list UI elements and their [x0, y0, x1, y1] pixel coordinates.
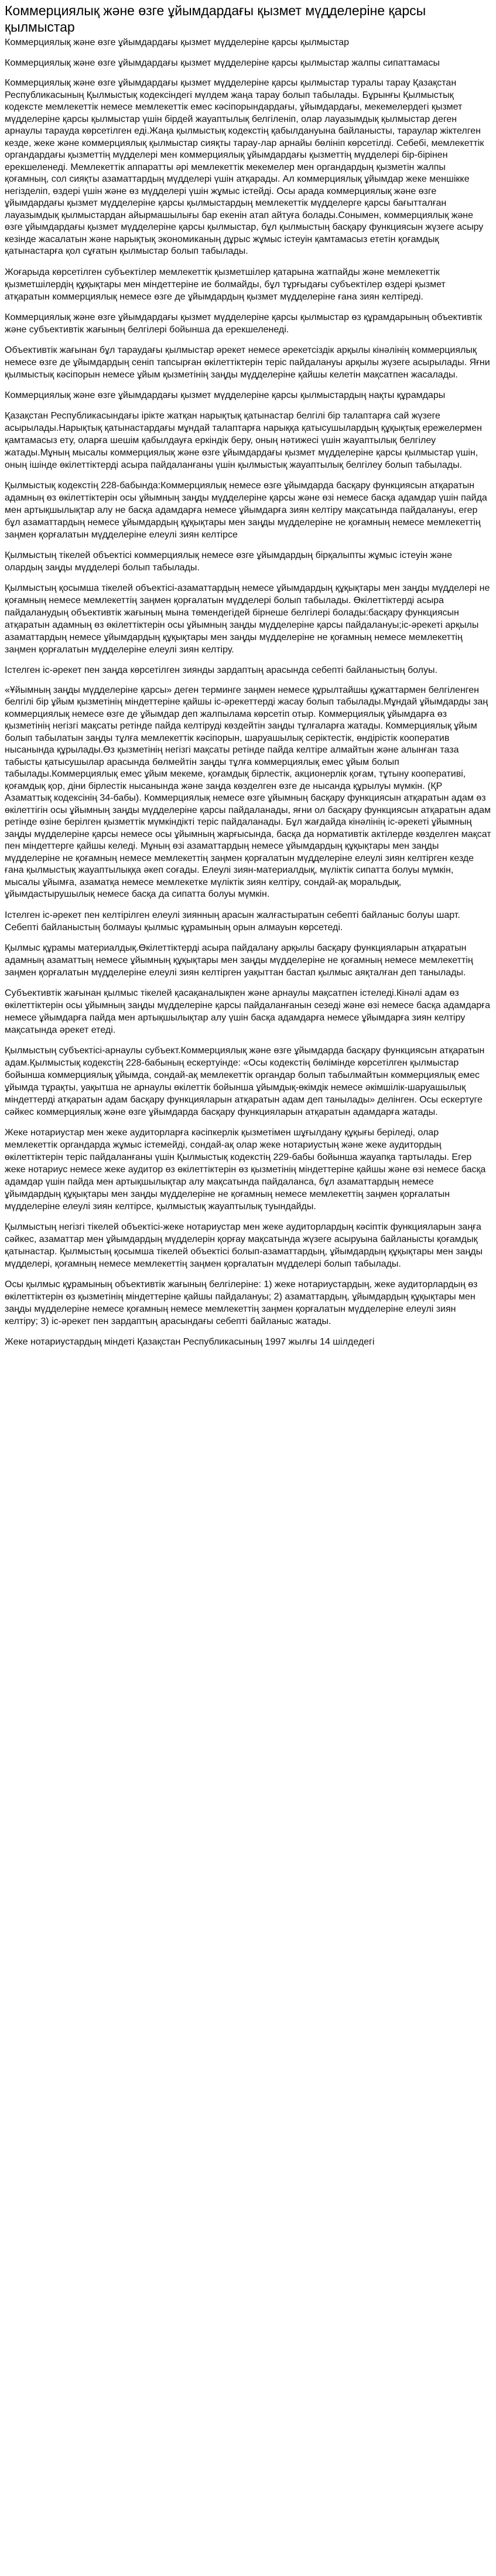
paragraph-17: Қылмыстың субъектісі-арнаулы субъект.Коммерциялық және өзге ұйымдарда басқару функциясын атқаратын адам.Қылмыстық кодекстің 228-бабының ескертуінде: «Осы кодекстің бөлімінде көрсетілген қылмыстар бойынша коммерциялық ұйымда, сондай-ақ мемлекеттік органдар болып табылмайтын коммерциялық емес ұйымда тұрақты, уақытша не арнаулы өкілеттік бойынша ұйымдық-өкімдік немесе әкімшілік-шаруашылық міндеттерді атқаратын адам басқару функцияларын атқаратын адам деп танылады» делінген. Осы ескертуге сәйкес коммерциялық және өзге ұйымдарда басқару функцияларын атқаратын адамдарға жатады.: [5, 1045, 485, 1117]
paragraph-11: Қылмыстың қосымша тікелей объектісі-азаматтардың немесе ұйымдардың құқықтары мен заңды мүдделері не қоғамның немесе мемлекеттің заңмен қорғалатын мүдделері болып табылады. Өкілеттіктерді асыра пайдаланудың объективтік жағының мына төмендегідей бірнеше белгілері болады:басқару функциясын атқаратын адамның өз өкілеттіктерін осы ұйымның заңды мүдделеріне қарсы пайдалануы;іс-әрекеті арқылы азаматтардың немесе ұйымдардың құқықтары мен заңды мүдделеріне не қоғамның немесе мемлекеттің заңмен қорғалатын мүдделеріне елеулі зиян келтіру.: [5, 583, 490, 655]
document-title: Коммерциялық және өзге ұйымдардағы қызмет мүдделеріне қарсы қылмыстар: [5, 3, 426, 35]
paragraph-6: Объективтік жағынан бұл тараудағы қылмыстар әрекет немесе әрекетсіздік арқылы кінәлінің коммерциялық немесе өзге де ұйымдардың сеніп тапсырған өкілеттіктерін теріс пайдалануы арқылы жүзеге асырылады. Яғни қылмыстық кәсіпорын немесе ұйым қызметінің заңды мүдделеріне қайшы келетін мақсатпен жасалады.: [5, 345, 490, 380]
paragraph-19: Қылмыстың негізгі тікелей объектісі-жеке нотариустар мен жеке аудиторлардың кәсіптік функцияларын заңға сәйкес, азаматтар мен ұйымдардың мүдделерін қорғау мақсатында жүзеге асыруына байланысты қоғамдық қатынастар. Қылмыстың қосымша тікелей объектісі болып-азаматтардың, ұйымдардың құқықтары мен заңды мүдделері, қоғамның немесе мемлекеттің заңмен қорғалатын мүдделері болып табылады.: [5, 1221, 483, 1269]
paragraph-2: Коммерциялық және өзге ұйымдардағы қызмет мүдделеріне қарсы қылмыстар жалпы сипаттамасы: [5, 58, 440, 68]
paragraph-7: Коммерциялық және өзге ұйымдардағы қызмет мүдделеріне қарсы қылмыстардың нақты құрамдары: [5, 390, 446, 400]
paragraph-16: Субъективтік жағынан қылмыс тікелей қасақаналықпен және арнаулы мақсатпен істеледі.Кінәлі адам өз өкілеттіктерін осы ұйымның заңды мүдделеріне қарсы пайдаланғанын сезеді және өзі немесе басқа адамдарға немесе ұйымдарға пайда мен артықшылықтар алу үшін басқа адамдарға немесе ұйымдарға зиян келтіру мақсатында әрекет етеді.: [5, 988, 490, 1035]
paragraph-15: Қылмыс құрамы материалдық.Өкілеттіктерді асыра пайдалану арқылы басқару функцияларын атқаратын адамның азаматтың немесе ұйымның құқықтары мен заңды мүдделеріне не қоғамның немесе мемлекеттің заңмен қорғалатын мүдделеріне елеулі зиян келтірген уақыттан бастап қылмыс аяқталған деп танылады.: [5, 942, 473, 978]
paragraph-10: Қылмыстың тікелей объектісі коммерциялық немесе өзге ұйымдардың бірқалыпты жұмыс істеуін және олардың заңды мүдделері болып табылады.: [5, 550, 453, 573]
paragraph-5: Коммерциялық және өзге ұйымдардағы қызмет мүдделеріне қарсы қылмыстар өз құрамдарының объективтік және субъективтік жағының белгілері бойынша да ерекшеленеді.: [5, 312, 483, 335]
paragraph-3: Коммерциялық және өзге ұйымдардағы қызмет мүдделеріне қарсы қылмыстар туралы тарау Қазақстан Республикасының Қылмыстық кодексіндегі мүлдем жаңа тарау болып табылады. Бұрынғы Қылмыстық кодексте мемлекеттік немесе мемлекеттік емес кәсіпорындардағы, ұйымдардағы, мекемелердегі қызмет мүдделеріне қарсы қылмыстар үшін бірдей жауаптылық белгіленіп, олар лауазымдық қылмыстар деген арнаулы тарауда көрсетілген еді.Жаңа қылмыстық кодекстің қабылдануына байланысты, тараулар жіктелген кезде, жеке және коммерциялық қылмыстар сияқты тарау-лар арнайы бөлініп көрсетілді. Себебі, мемлекеттік органдардағы қызметтің мүдделері мен коммерциялық ұйымдардағы қызметтің мүдделері бір-бірінен ерекшеленеді. Мемлекеттік аппаратты әрі мемлекеттік мекемелер мен органдардың қызметін жалпы қоғамның, сол сияқты азаматтардың мүдделері үшін атқарады. Ал коммерциялық ұйымдар жеке меншікке негізделіп, өздері үшін және өз мүдделері үшін жұмыс істейді. Осы арада коммерциялық және өзге ұйымдардағы қызмет мүдделеріне қарсы қылмыстардың мемлекеттік мүдделерге қарсы бағытталған лауазымдық қылмыстардан айырмашылығы бар екенін атап айтуға болады.Сонымен, коммерциялық және өзге ұйымдардағы қызмет мүдделеріне қарсы қылмыстар, бұл қылмыстың басқару функциясын жүзеге асыру кезінде жасалатын және нарықтық экономиканың дұрыс жұмыс істеуін қамтамасыз ететін қоғамдық қатынастарға қол сұғатын қылмыстар болып табылады.: [5, 78, 484, 256]
paragraph-18: Жеке нотариустар мен жеке аудиторларға кәсіпкерлік қызметімен шұғылдану құқығы беріледі, олар мемлекеттік органдарда жұмыс істемейді, сондай-ақ олар жеке нотариустың және жеке аудитордың өкілеттіктерін теріс пайдаланғаны үшін Қылмыстық кодекстің 229-бабы бойынша жауапқа тартылады. Егер жеке нотариус немесе жеке аудитор өз өкілеттіктерін өз қызметінің міндеттеріне қайшы және өзі немесе басқа адамдар үшін пайда мен артықшылықтар алу мақсатында пайдаланса, бұл азаматтардың немесе ұйымдардың құқықтары мен заңды мүдделеріне не қоғамның немесе мемлекеттің заңмен қорғалатын мүдделеріне елеулі зиян келтірсе, қылмыстық жауаптылық туындайды.: [5, 1127, 486, 1212]
paragraph-1: Коммерциялық және өзге ұйымдардағы қызмет мүдделеріне қарсы қылмыстар: [5, 38, 350, 47]
paragraph-14: Істелген іс-әрекет пен келтірілген елеулі зиянның арасын жалғастыратын себепті байланыс болуы шарт. Себепті байланыстың болмауы қылмыс құрамының орын алмауын көрсетеді.: [5, 910, 460, 933]
paragraph-21: Жеке нотариустардың міндеті Қазақстан Республикасының 1997 жылғы 14 шілдедегі: [5, 1336, 375, 1347]
paragraph-4: Жоғарыда көрсетілген субъектілер мемлекеттік қызметшілер қатарына жатпайды және мемлекеттік қызметшілердің құқықтары мен міндеттеріне ие болмайды, бұл тұрғыдағы субъектілер өздері қызмет атқаратын коммерциялық немесе өзге де ұйымдардың қызмет мүдделеріне ғана зиян келтіреді.: [5, 267, 446, 302]
paragraph-12: Істелген іс-әрекет пен заңда көрсетілген зиянды зардаптың арасында себепті байланыстың болуы.: [5, 665, 437, 675]
paragraph-13: «Ұйымның заңды мүдделеріне қарсы» деген терминге заңмен немесе құрылтайшы құжаттармен белгіленген белгілі бір ұйым қызметінің міндеттеріне қайшы іс-әрекеттерді жасау болып табылады.Мұндай ұйымдарды заң коммерциялық немесе өзге де ұйымдар деп жалпылама көрсетіп отыр. Коммерциялық ұйымдарға өз қызметінің негізгі мақсаты ретінде пайда келтіруді көздейтін заңды тұлғаларға жатады. Коммерциялық ұйым болып табылатын заңды тұлға мемлекеттік кәсіпорын, шаруашылық серіктестік, өндірістік кооператив нысанында құрылады.Өз қызметінің негізгі мақсаты ретінде пайда келтіре алмайтын және алынған таза табысты қатысушылар арасында бөлмейтін заңды тұлға коммерциялық емес ұйым болып табылады.Коммерциялық емес ұйым мекеме, қоғамдық бірлестік, акционерлік қоғам, тұтыну кооперативі, қоғамдық қор, діни бірлестік нысанында және заңда көзделген өзге де нысанда құрылуы мүмкін. (ҚР Азаматтық кодексінің 34-бабы). Коммерциялық немесе өзге ұйымның басқару функциясын атқаратын адам өз өкілеттігін осы ұйымның заңды мүдделеріне қарсы пайдаланады, яғни ол басқару функциясын атқаратын адам ретінде өзіне берілген қызметтік мүмкіндікті теріс пайдаланады. Бұл жағдайда кінәлінің іс-әрекеті ұйымның заңды мүдделеріне қарсы немесе осы ұйымның жарғысында, басқа да нормативтік актілерде көзделген мақсат пен міндеттерге қайшы келеді. Мұның өзі азаматтардың немесе ұйымдардың құқықтары мен заңды мүдделеріне не қоғамның немесе мемлекеттің заңмен қорғалатын мүдделеріне елеулі зиян келтірген кезде ғана қылмыстық жауаптылыққа әкеп соғады. Елеулі зиян-материалдық, мүліктік сипатта болуы мүмкін, мысалы ұйымға, азаматқа немесе мемлекетке мүліктік зиян келтіру, сондай-ақ моральдық, ұйымдастырушылық немесе басқа да сипатта болуы мүмкін.: [5, 685, 491, 899]
paragraph-20: Осы қылмыс құрамының объективтік жағының белгілеріне: 1) жеке нотариустардың, жеке аудиторлардың өз өкілеттіктерін өз қызметінің міндеттеріне қайшы пайдалануы; 2) азаматтардың, ұйымдардың құқықтары мен заңды мүдделеріне немесе қоғамның немесе мемлекеттің заңмен қорғалатын мүдделеріне елеулі зиян келтіру; 3) іс-әрекет пен зардаптың арасындағы себепті байланыс жатады.: [5, 1279, 478, 1326]
paragraph-8: Қазақстан Республикасындағы ірікте жатқан нарықтық қатынастар белгілі бір талаптарға сай жүзеге асырылады.Нарықтық қатынастардағы мұндай талаптарға нарыққа қатысушылардың құқықтық ережелермен қамтамасыз ету, оларға шешім қабылдауға еркіндік беру, оның нәтижесі үшін жауаптылық белгілеу жатады.Мұның мысалы коммерциялық және өзге ұйымдардағы қызмет мүдделеріне қарсы қылмыстар үшін, оның ішінде өкілеттіктерді асыра пайдаланғаны үшін қылмыстық жауаптылық белгілеу болып табылады.: [5, 410, 482, 470]
paragraph-9: Қылмыстық кодекстің 228-бабында:Коммерциялық немесе өзге ұйымдарда басқару функциясын атқаратын адамның өз өкілеттіктерін осы ұйымның заңды мүдделеріне қарсы және өзі немесе басқа адамдар үшін пайда мен артықшылықтар алу не басқа адамдарға немесе ұйымдарға зиян келтіру мақсатында пайдалануы, егер бұл азаматтардың немесе ұйымдардың құқықтары мен заңды мүдделеріне не қоғамның немесе мемлекеттің заңмен қорғалатын мүдделеріне елеулі зиян келтірсе: [5, 480, 487, 540]
